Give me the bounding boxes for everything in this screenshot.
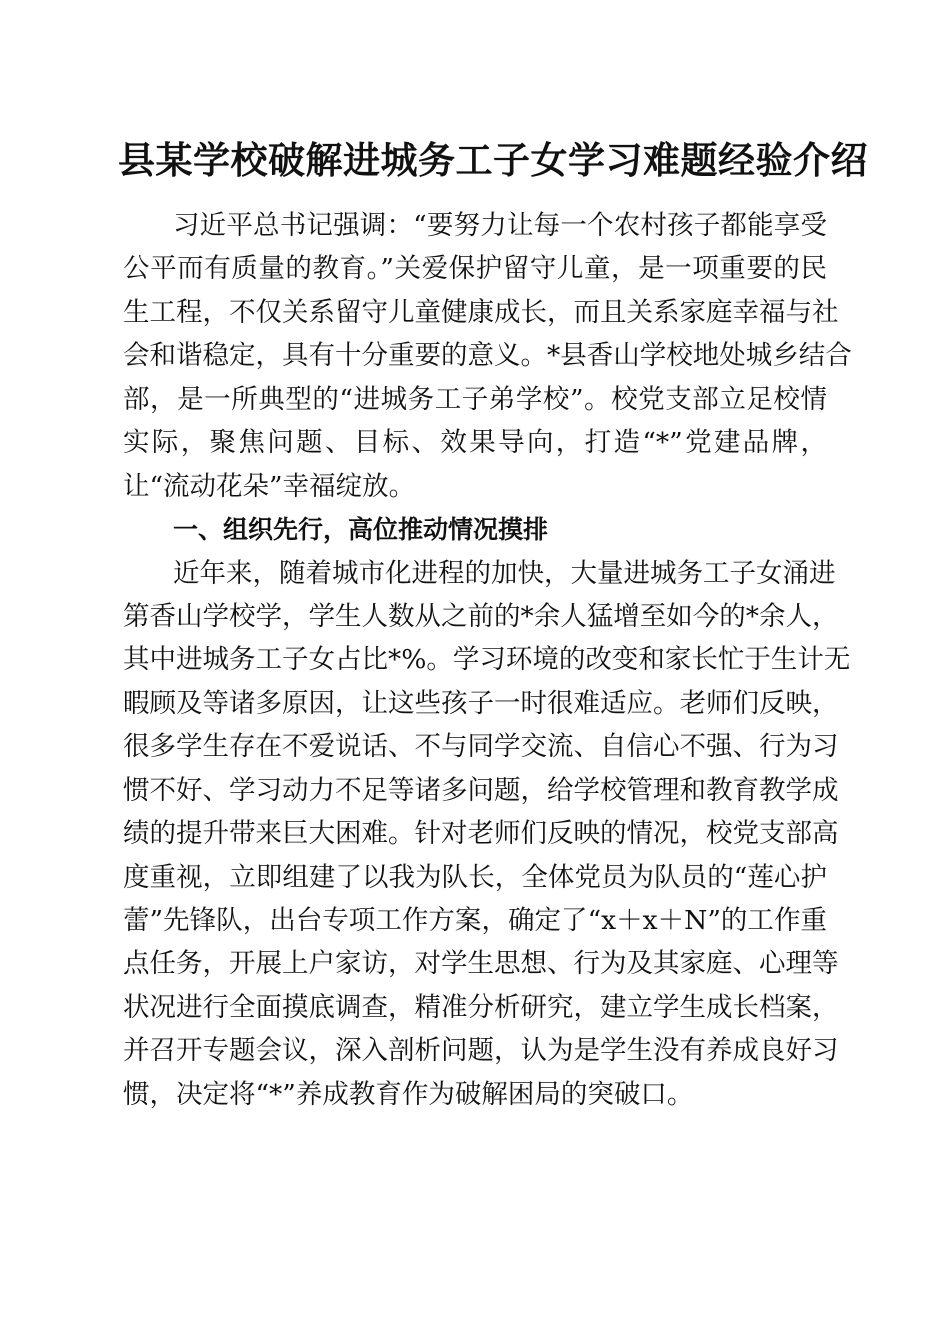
section-heading: 一、组织先行，高位推动情况摸排: [173, 515, 549, 545]
document-body: [123, 204, 852, 1116]
text-line: 绩的提升带来巨大困难。针对老师们反映的情况，校党支部高: [123, 818, 839, 850]
text-line: 惯不好、学习动力不足等诸多问题，给学校管理和教育教学成: [123, 774, 839, 806]
text-line: 公平而有质量的教育。”关爱保护留守儿童，是一项重要的民: [123, 253, 827, 285]
paragraph-intro: [123, 204, 852, 508]
text-line: 惯，决定将“*”养成教育作为破解困局的突破口。: [123, 1078, 694, 1110]
text-line: 近年来，随着城市化进程的加快，大量进城务工子女涌进: [173, 557, 836, 589]
text-line: 状况进行全面摸底调查，精准分析研究，建立学生成长档案，: [123, 991, 839, 1023]
text-line: 让“流动花朵”幸福绽放。: [123, 470, 416, 502]
text-line: 暇顾及等诸多原因，让这些孩子一时很难适应。老师们反映，: [123, 687, 839, 719]
text-line: 点任务，开展上户家访，对学生思想、行为及其家庭、心理等: [123, 948, 839, 980]
text-line: 并召开专题会议，深入剖析问题，认为是学生没有养成良好习: [123, 1035, 839, 1067]
text-line: 很多学生存在不爱说话、不与同学交流、自信心不强、行为习: [123, 731, 839, 763]
text-line: 习近平总书记强调：“要努力让每一个农村孩子都能享受: [173, 210, 827, 241]
text-line: 会和谐稳定，具有十分重要的意义。*县香山学校地处城乡结合: [123, 340, 852, 372]
paragraph-section-1: [123, 552, 851, 1117]
text-line: 度重视，立即组建了以我为队长，全体党员为队员的“莲心护: [123, 861, 827, 893]
text-line: 第香山学校学，学生人数从之前的*余人猛增至如今的*余人，: [123, 600, 839, 632]
text-line: 其中进城务工子女占比*%。学习环境的改变和家长忙于生计无: [123, 644, 851, 676]
text-line: 生工程，不仅关系留守儿童健康成长，而且关系家庭幸福与社: [123, 296, 839, 328]
document-title: 县某学校破解进城务工子女学习难题经验介绍: [118, 138, 868, 182]
text-line: 部，是一所典型的“进城务工子弟学校”。校党支部立足校情: [123, 383, 827, 415]
text-line: 蕾”先锋队，出台专项工作方案，确定了“x＋x＋N”的工作重: [123, 905, 827, 936]
text-line: 实际，聚焦问题、目标、效果导向，打造“*”党建品牌，: [123, 427, 827, 459]
